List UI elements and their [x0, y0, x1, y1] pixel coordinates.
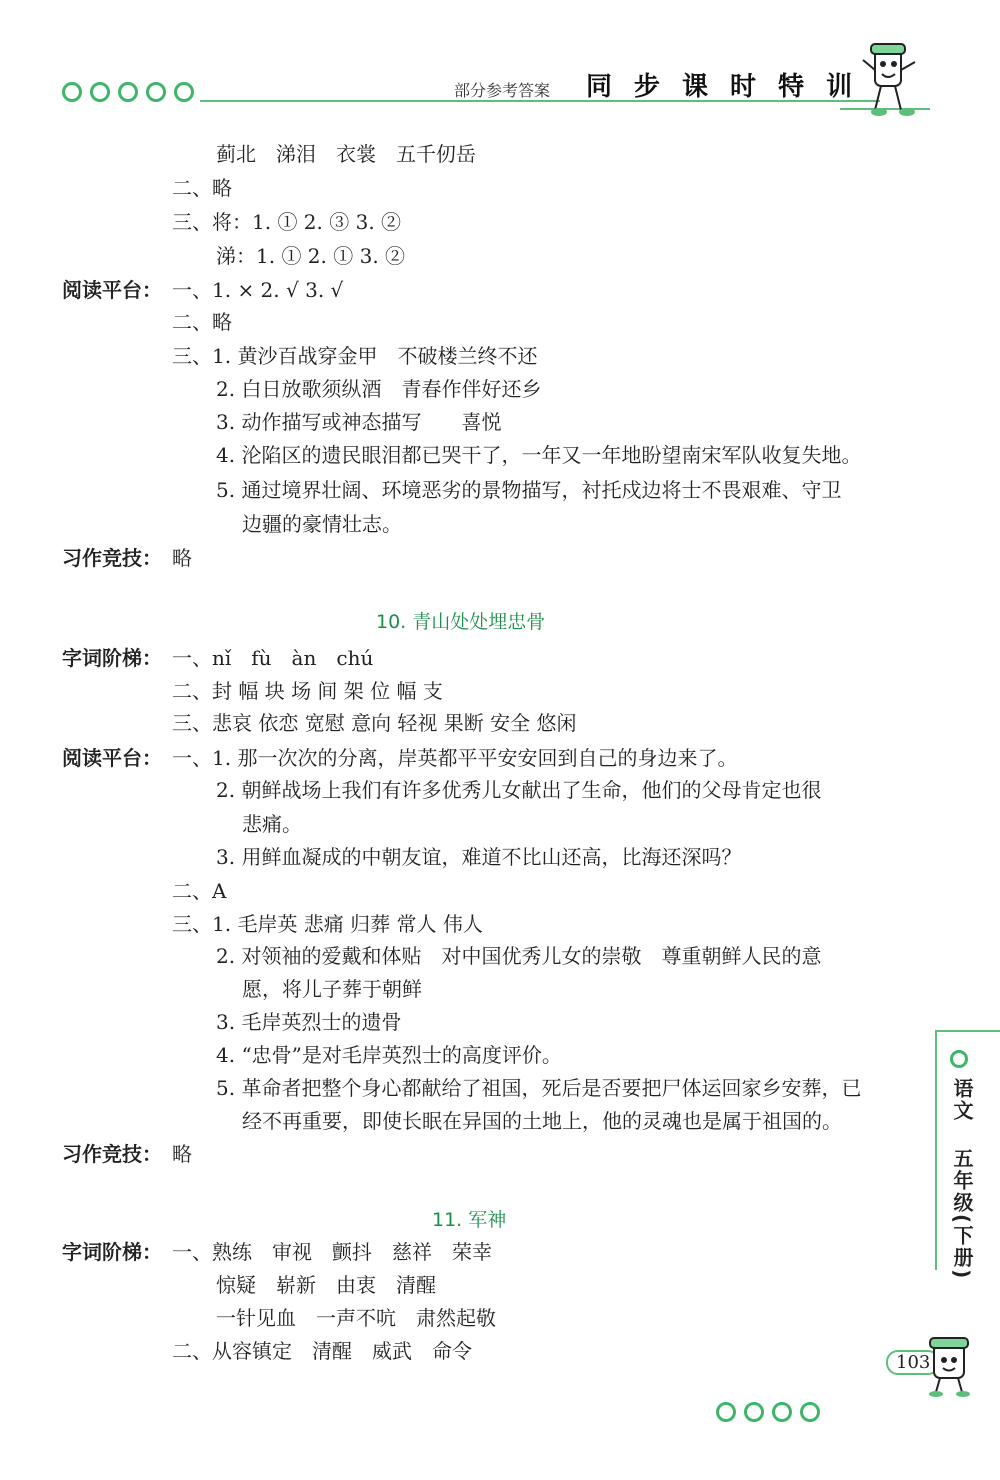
answer-line: 4. 沦陷区的遗民眼泪都已哭干了，一年又一年地盼望南宋军队收复失地。: [216, 443, 862, 467]
decor-circle: [146, 82, 166, 102]
side-rule: [935, 1030, 1000, 1032]
answer-line: 悲痛。: [242, 812, 302, 836]
answer-line: 2. 朝鲜战场上我们有许多优秀儿女献出了生命，他们的父母肯定也很: [216, 778, 822, 802]
lesson-heading: 11. 军神: [432, 1209, 507, 1231]
footer-decor-circles: [716, 1402, 820, 1422]
answer-line: 一、nǐ fù àn chú: [172, 646, 374, 670]
decor-circle: [744, 1402, 764, 1422]
section-label: 习作竞技：: [62, 546, 162, 570]
answer-line: 二、A: [172, 879, 227, 903]
side-subject: 语文: [950, 1078, 974, 1122]
cup-mascot-icon: [920, 1330, 980, 1400]
pencil-mascot-icon: [855, 40, 925, 120]
section-label: 阅读平台：: [62, 746, 162, 770]
section-label: 字词阶梯：: [62, 646, 162, 670]
answer-line: 涕：1. ① 2. ① 3. ②: [216, 244, 406, 268]
decor-circle: [800, 1402, 820, 1422]
answer-line: 3. 动作描写或神态描写 喜悦: [216, 410, 502, 434]
header-title-char: 课: [682, 72, 709, 102]
answer-line: 二、封 幅 块 场 间 架 位 幅 支: [172, 679, 443, 703]
answer-line: 三、1. 黄沙百战穿金甲 不破楼兰终不还: [172, 344, 538, 368]
answer-line: 一、1. × 2. √ 3. √: [172, 278, 344, 302]
header-title-char: 同: [586, 72, 613, 102]
answer-line: 3. 用鲜血凝成的中朝友谊，难道不比山还高，比海还深吗？: [216, 845, 742, 869]
decor-circle: [950, 1050, 968, 1068]
answer-line: 三、将：1. ① 2. ③ 3. ②: [172, 210, 402, 234]
answer-line: 5. 革命者把整个身心都献给了祖国，死后是否要把尸体运回家乡安葬，已: [216, 1076, 862, 1100]
answer-line: 4. “忠骨”是对毛岸英烈士的高度评价。: [216, 1043, 562, 1067]
answer-line: 一、1. 那一次次的分离，岸英都平平安安回到自己的身边来了。: [172, 746, 738, 770]
section-label: 字词阶梯：: [62, 1240, 162, 1264]
answer-line: 略: [172, 1142, 192, 1166]
header-title-char: 时: [730, 72, 757, 102]
answer-line: 边疆的豪情壮志。: [242, 512, 402, 536]
page-number: 103: [886, 1350, 940, 1375]
answer-line: 2. 对领袖的爱戴和体贴 对中国优秀儿女的崇敬 尊重朝鲜人民的意: [216, 944, 822, 968]
header-label: 部分参考答案: [454, 81, 551, 100]
decor-circle: [716, 1402, 736, 1422]
side-grade-label: [948, 1078, 977, 1280]
header-decor-circles: [62, 82, 194, 102]
answer-line: 5. 通过境界壮阔、环境恶劣的景物描写，衬托戍边将士不畏艰难、守卫: [216, 478, 842, 502]
section-label: 习作竞技：: [62, 1142, 162, 1166]
header-title-char: 训: [826, 72, 853, 102]
answer-line: 惊疑 崭新 由衷 清醒: [216, 1273, 436, 1297]
answer-line: 二、略: [172, 176, 232, 200]
side-grade: 五年级(下册): [950, 1148, 974, 1281]
answer-line: 2. 白日放歌须纵酒 青春作伴好还乡: [216, 377, 542, 401]
decor-circle: [62, 82, 82, 102]
answer-line: 三、悲哀 依恋 宽慰 意向 轻视 果断 安全 悠闲: [172, 711, 577, 735]
decor-circle: [90, 82, 110, 102]
decor-circle: [772, 1402, 792, 1422]
lesson-heading: 10. 青山处处埋忠骨: [376, 611, 546, 633]
answer-line: 蓟北 涕泪 衣裳 五千仞岳: [216, 142, 476, 166]
answer-line: 经不再重要，即使长眠在异国的土地上，他的灵魂也是属于祖国的。: [242, 1109, 842, 1133]
header-title-char: 步: [634, 72, 661, 102]
answer-line: 略: [172, 546, 192, 570]
answer-line: 一、熟练 审视 颤抖 慈祥 荣幸: [172, 1240, 492, 1264]
decor-circle: [118, 82, 138, 102]
header-title-char: 特: [778, 72, 805, 102]
answer-line: 三、1. 毛岸英 悲痛 归葬 常人 伟人: [172, 912, 483, 936]
header-title: [586, 66, 852, 103]
answer-line: 二、从容镇定 清醒 威武 命令: [172, 1339, 472, 1363]
answer-line: 愿，将儿子葬于朝鲜: [242, 977, 422, 1001]
answer-line: 一针见血 一声不吭 肃然起敬: [216, 1306, 496, 1330]
answer-line: 二、略: [172, 310, 232, 334]
decor-circle: [174, 82, 194, 102]
section-label: 阅读平台：: [62, 278, 162, 302]
answer-line: 3. 毛岸英烈士的遗骨: [216, 1010, 402, 1034]
side-rule-vertical: [935, 1030, 937, 1270]
